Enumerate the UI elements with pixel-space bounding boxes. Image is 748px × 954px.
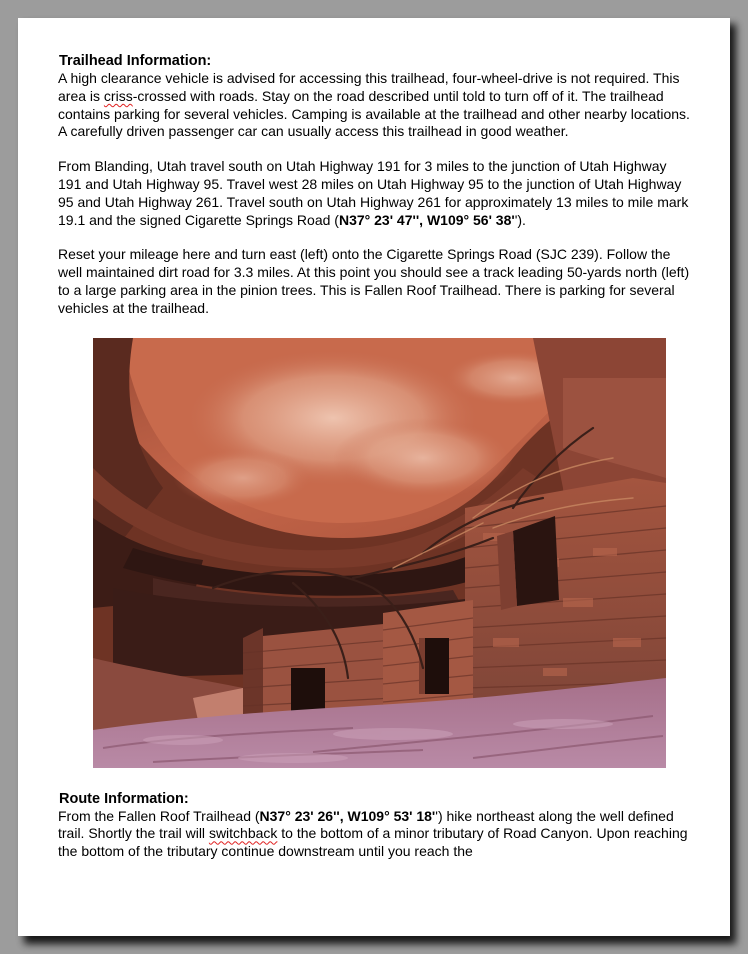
misspelled-word-switchback[interactable]: switchback bbox=[208, 825, 278, 842]
ruin-photo-illustration bbox=[93, 338, 666, 768]
road-coordinates: N37° 23' 47'', W109° 56' 38' bbox=[338, 211, 515, 228]
trailhead-coordinates: N37° 23' 26'', W109° 53' 18' bbox=[259, 807, 436, 824]
route-heading: Route Information: bbox=[59, 790, 189, 807]
trailhead-paragraph-directions bbox=[58, 158, 690, 229]
directions-text-end: '). bbox=[514, 211, 526, 228]
fallen-roof-ruin-photo bbox=[93, 338, 666, 768]
trailhead-paragraph-vehicle bbox=[58, 70, 690, 141]
vehicle-text-start: A high clearance vehicle is advised for accessing this trailhead, four-wheel-drive is not required. This area is bbox=[58, 70, 680, 104]
route-paragraph bbox=[58, 808, 690, 861]
trailhead-heading: Trailhead Information: bbox=[59, 53, 212, 69]
vehicle-text-end: -crossed with roads. Stay on the road described until told to turn off of it. The trailhead contains parking for several vehicles. Camping is available at the trailhead and other nearby locations. A carefully driven passenger car can usually access this trailhead in good weather. bbox=[58, 87, 690, 140]
document-page bbox=[18, 18, 730, 936]
route-text-middle: ') hike northeast along the well defined trail. Shortly the trail will bbox=[58, 807, 674, 842]
directions-text: From Blanding, Utah travel south on Utah Highway 191 for 3 miles to the junction of Utah Highway 191 and Utah Highway 95. Travel west 28 miles on Utah Highway 95 to the junction of Utah Highway 95 and Utah Highway 261. Travel south on Utah Highway 261 for approximately 13 miles to mile mark 19.1 and the signed Cigarette Springs Road ( bbox=[58, 158, 689, 228]
route-text-end: to the bottom of a minor tributary of Road Canyon. Upon reaching the bottom of the tributary continue downstream until you reach the bbox=[58, 825, 688, 860]
misspelled-word-criss[interactable]: criss bbox=[103, 87, 133, 104]
trailhead-paragraph-parking: Reset your mileage here and turn east (left) onto the Cigarette Springs Road (SJC 239). Follow the well maintained dirt road for 3.3 miles. At this point you should see a track leading 50-yards north (left) to a large parking area in the pinion trees. This is Fallen Roof Trailhead. There is parking for several vehicles at the trailhead. bbox=[58, 246, 690, 316]
route-text-start: From the Fallen Roof Trailhead ( bbox=[58, 807, 260, 824]
route-section bbox=[58, 790, 690, 861]
